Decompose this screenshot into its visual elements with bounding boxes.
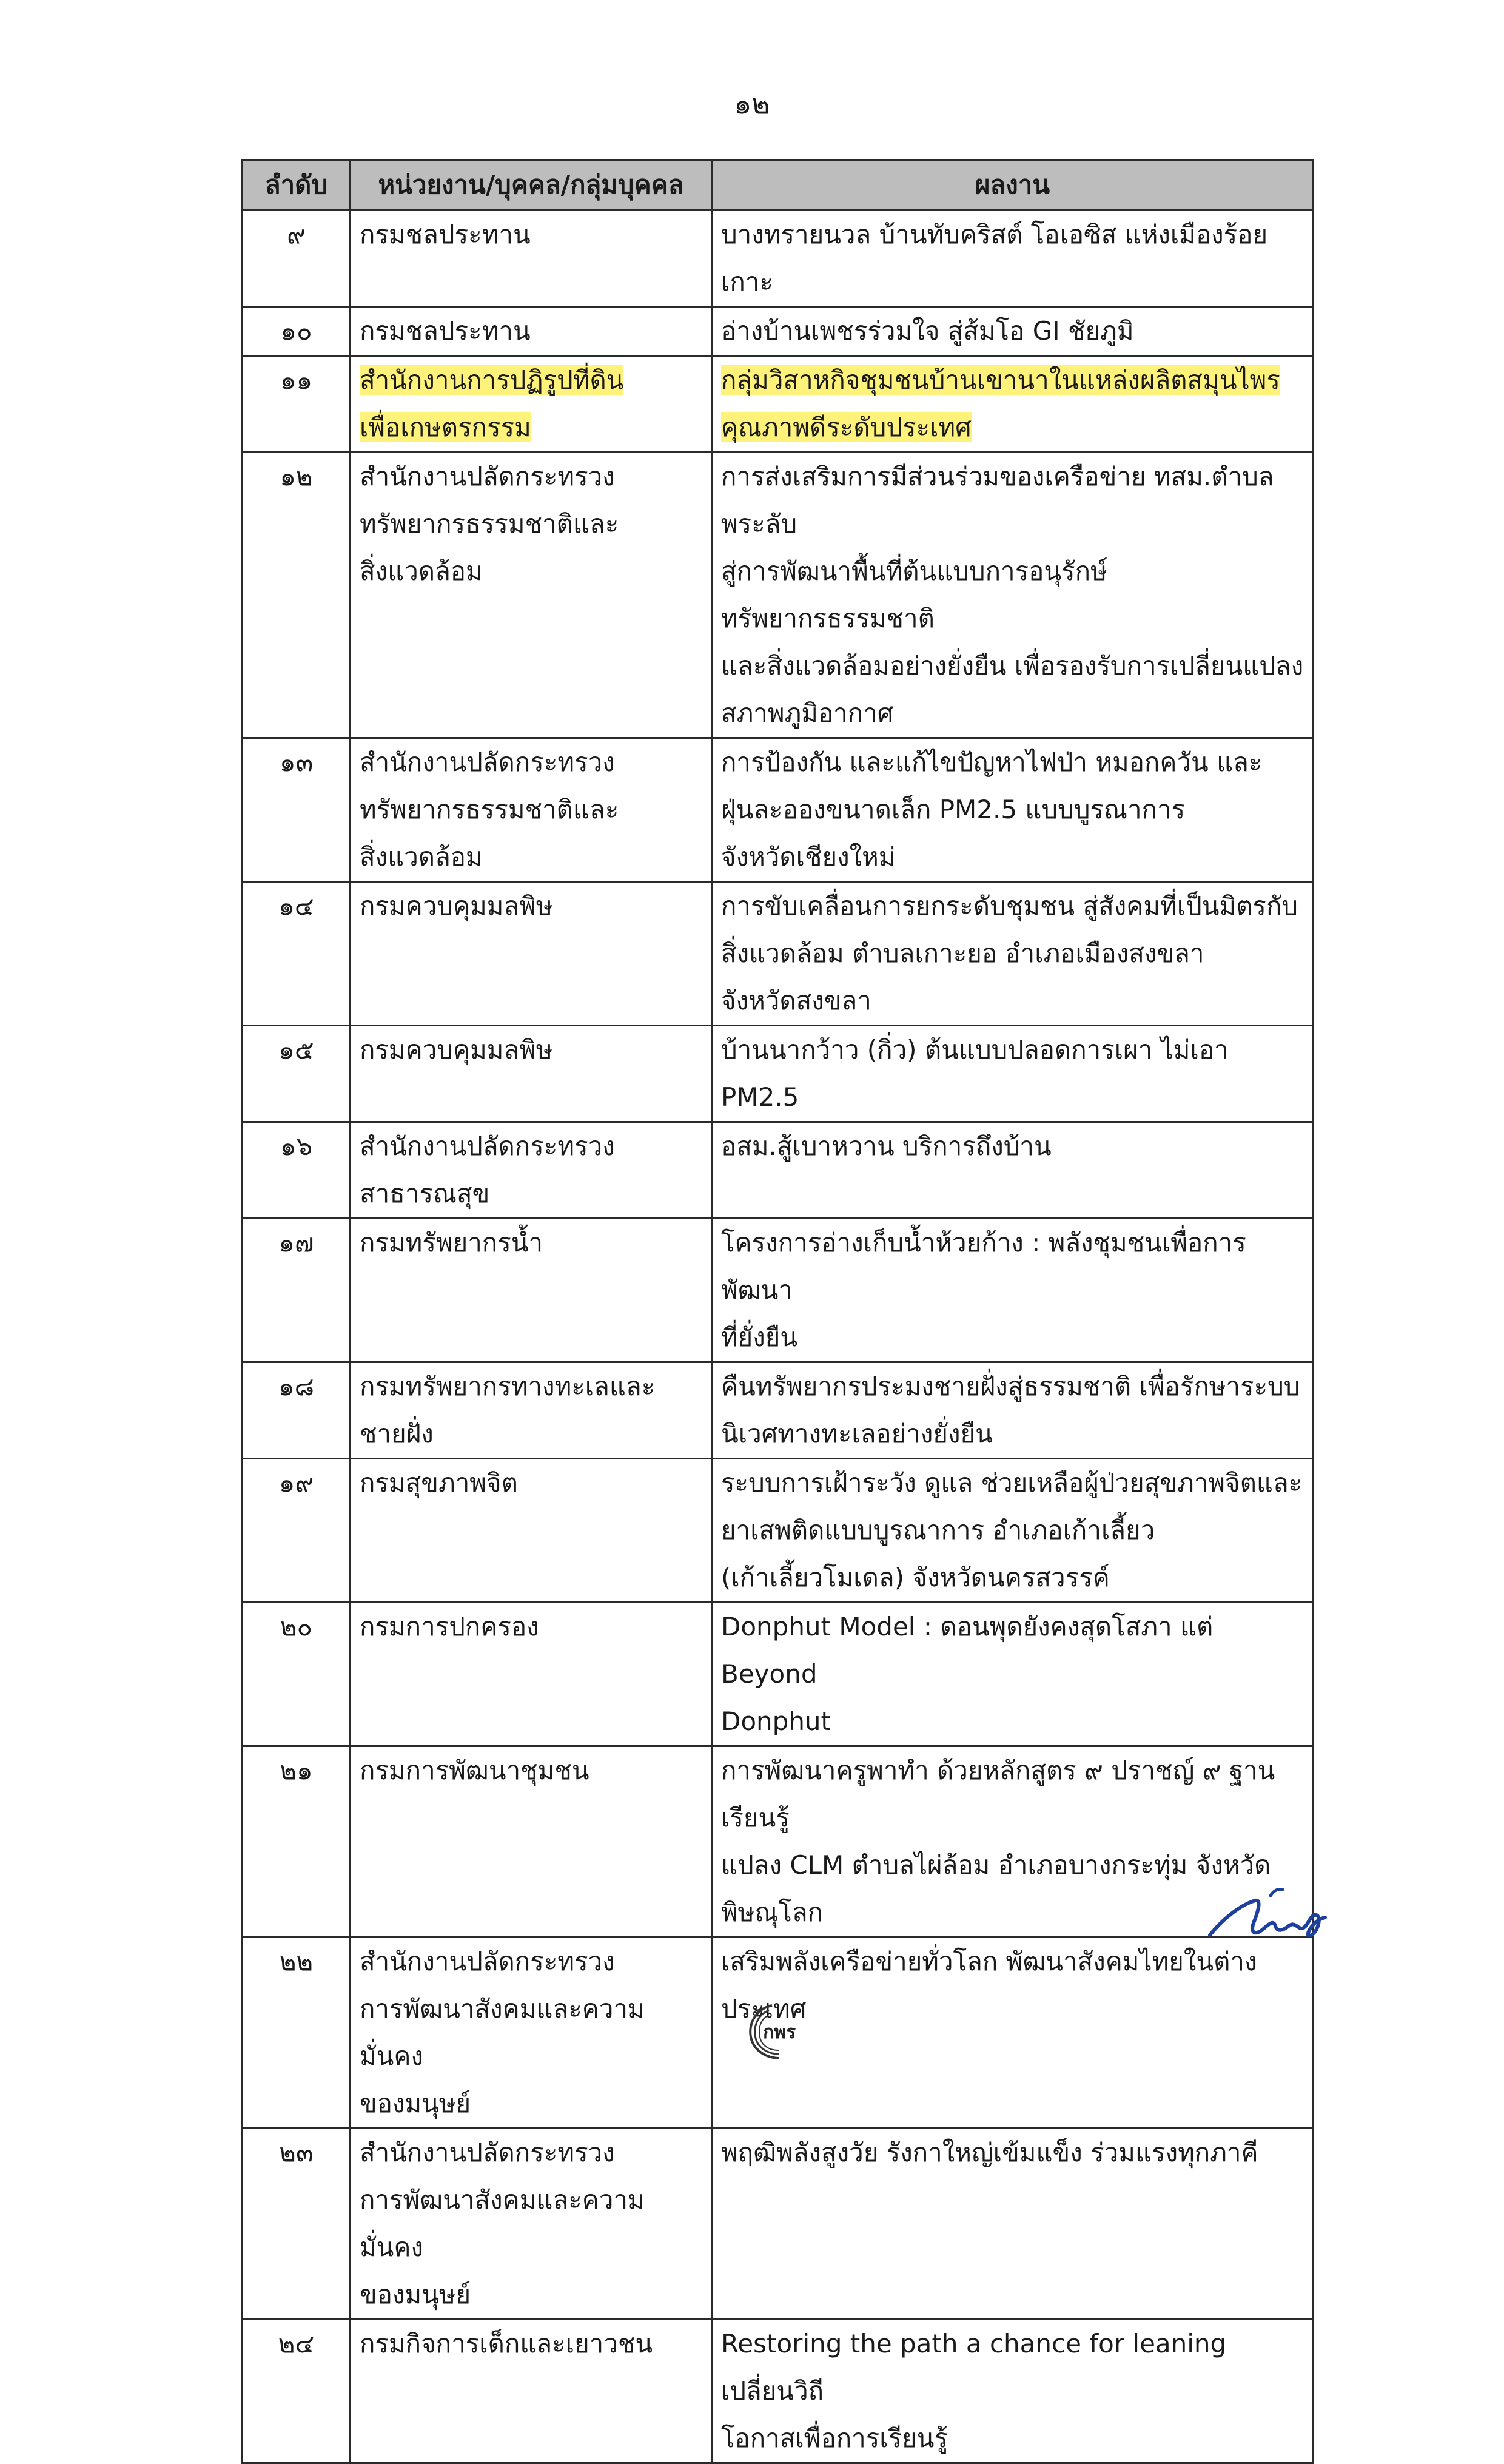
row-agency: กรมควบคุมมลพิษ: [351, 1026, 712, 1122]
row-work: คืนทรัพยากรประมงชายฝั่งสู่ธรรมชาติ เพื่อรักษาระบบ นิเวศทางทะเลอย่างยั่งยืน: [712, 1362, 1314, 1459]
table-row: [243, 1026, 1314, 1122]
row-work: อสม.สู้เบาหวาน บริการถึงบ้าน: [712, 1122, 1314, 1219]
table-row: [243, 1362, 1314, 1459]
table-row: [243, 210, 1314, 307]
highlighted-text: กลุ่มวิสาหกิจชุมชนบ้านเขานาในแหล่งผลิตสมุนไพร คุณภาพดีระดับประเทศ: [721, 365, 1280, 442]
row-agency: สำนักงานปลัดกระทรวง ทรัพยากรธรรมชาติและ สิ่งแวดล้อม: [351, 738, 712, 882]
row-work: การส่งเสริมการมีส่วนร่วมของเครือข่าย ทสม.ตำบลพระลับ สู่การพัฒนาพื้นที่ต้นแบบการอนุรักษ์ทรัพยากรธรรมชาติ และสิ่งแวดล้อมอย่างยั่งยืน เพื่อรองรับการเปลี่ยนแปลง สภาพภูมิอากาศ: [712, 453, 1314, 738]
row-seq: ๑๖: [243, 1122, 351, 1219]
row-seq: ๒๒: [243, 1937, 351, 2129]
row-work: พฤฒิพลังสูงวัย รังกาใหญ่เข้มแข็ง ร่วมแรงทุกภาคี: [712, 2129, 1314, 2320]
row-work: อ่างบ้านเพชรร่วมใจ สู่ส้มโอ GI ชัยภูมิ: [712, 307, 1314, 356]
table-row: [243, 1219, 1314, 1362]
row-work: การขับเคลื่อนการยกระดับชุมชน สู่สังคมที่เป็นมิตรกับ สิ่งแวดล้อม ตำบลเกาะยอ อำเภอเมืองสงขลา จังหวัดสงขลา: [712, 882, 1314, 1026]
row-work: Restoring the path a chance for leaning เปลี่ยนวิถี โอกาสเพื่อการเรียนรู้: [712, 2320, 1314, 2463]
row-agency: กรมสุขภาพจิต: [351, 1459, 712, 1603]
row-agency: สำนักงานปลัดกระทรวง การพัฒนาสังคมและความมั่นคง ของมนุษย์: [351, 2129, 712, 2320]
row-seq: ๑๘: [243, 1362, 351, 1459]
row-work: การพัฒนาครูพาทำ ด้วยหลักสูตร ๙ ปราชญ์ ๙ ฐานเรียนรู้ แปลง CLM ตำบลไผ่ล้อม อำเภอบางกระทุ่ม จังหวัดพิษณุโลก: [712, 1746, 1314, 1937]
table-row: [243, 307, 1314, 356]
table-row: [243, 2129, 1314, 2320]
row-seq: ๒๑: [243, 1746, 351, 1937]
page-number: ๑๒: [734, 87, 770, 120]
row-agency: กรมทรัพยากรทางทะเลและชายฝั่ง: [351, 1362, 712, 1459]
results-table: [241, 159, 1314, 2464]
row-seq: ๑๒: [243, 453, 351, 738]
row-work: เสริมพลังเครือข่ายทั่วโลก พัฒนาสังคมไทยในต่างประเทศ: [712, 1937, 1314, 2129]
table-row: [243, 1459, 1314, 1603]
table-header: [243, 160, 1314, 210]
row-work: บางทรายนวล บ้านทับคริสต์ โอเอซิส แห่งเมืองร้อยเกาะ: [712, 210, 1314, 307]
row-agency: กรมการปกครอง: [351, 1603, 712, 1746]
row-seq: ๒๔: [243, 2320, 351, 2463]
table-row: [243, 1603, 1314, 1746]
row-agency: กรมการพัฒนาชุมชน: [351, 1746, 712, 1937]
row-seq: ๑๑: [243, 356, 351, 453]
header-agency: หน่วยงาน/บุคคล/กลุ่มบุคคล: [351, 160, 712, 210]
office-logo-icon: [745, 2001, 824, 2061]
row-agency: สำนักงานปลัดกระทรวง ทรัพยากรธรรมชาติและ สิ่งแวดล้อม: [351, 453, 712, 738]
row-agency: สำนักงานปลัดกระทรวง สาธารณสุข: [351, 1122, 712, 1219]
row-seq: ๒๐: [243, 1603, 351, 1746]
row-work: บ้านนากว้าว (กิ่ว) ต้นแบบปลอดการเผา ไม่เอา PM2.5: [712, 1026, 1314, 1122]
row-agency: กรมทรัพยากรน้ำ: [351, 1219, 712, 1362]
table-row: [243, 882, 1314, 1026]
row-work: [712, 356, 1314, 453]
row-work: โครงการอ่างเก็บน้ำห้วยก้าง : พลังชุมชนเพื่อการพัฒนา ที่ยั่งยืน: [712, 1219, 1314, 1362]
table-row: [243, 453, 1314, 738]
row-seq: ๑๗: [243, 1219, 351, 1362]
header-work: ผลงาน: [712, 160, 1314, 210]
row-work: การป้องกัน และแก้ไขปัญหาไฟป่า หมอกควัน และ ฝุ่นละอองขนาดเล็ก PM2.5 แบบบูรณาการ จังหวัดเชียงใหม่: [712, 738, 1314, 882]
table-row: [243, 2320, 1314, 2463]
row-work: Donphut Model : ดอนพุดยังคงสุดโสภา แต่ Beyond Donphut: [712, 1603, 1314, 1746]
row-agency: สำนักงานปลัดกระทรวง การพัฒนาสังคมและความมั่นคง ของมนุษย์: [351, 1937, 712, 2129]
signature-icon: [1198, 1877, 1337, 1950]
row-agency: กรมชลประทาน: [351, 210, 712, 307]
row-seq: ๑๕: [243, 1026, 351, 1122]
row-seq: ๑๔: [243, 882, 351, 1026]
row-seq: ๙: [243, 210, 351, 307]
row-agency: [351, 356, 712, 453]
table-row: [243, 1122, 1314, 1219]
row-agency: กรมชลประทาน: [351, 307, 712, 356]
table-row: [243, 738, 1314, 882]
highlighted-text: สำนักงานการปฏิรูปที่ดิน เพื่อเกษตรกรรม: [360, 365, 624, 442]
row-work: ระบบการเฝ้าระวัง ดูแล ช่วยเหลือผู้ป่วยสุขภาพจิตและ ยาเสพติดแบบบูรณาการ อำเภอเก้าเลี้ยว (เก้าเลี้ยวโมเดล) จังหวัดนครสวรรค์: [712, 1459, 1314, 1603]
table-row: [243, 1746, 1314, 1937]
row-seq: ๒๓: [243, 2129, 351, 2320]
row-agency: กรมควบคุมมลพิษ: [351, 882, 712, 1026]
row-seq: ๑๐: [243, 307, 351, 356]
row-seq: ๑๓: [243, 738, 351, 882]
header-seq: ลำดับ: [243, 160, 351, 210]
logo-text: กพร: [763, 2022, 796, 2043]
header-row: [243, 160, 1314, 210]
table-body: [243, 210, 1314, 2463]
table-row: [243, 356, 1314, 453]
row-seq: ๑๙: [243, 1459, 351, 1603]
row-agency: กรมกิจการเด็กและเยาวชน: [351, 2320, 712, 2463]
